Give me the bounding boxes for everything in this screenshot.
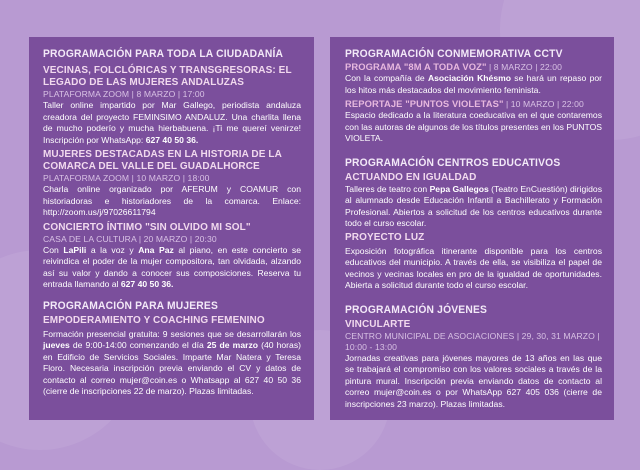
event-text-concierto: Con LaPili a la voz y Ana Paz al piano, en este concierto se reivindica el poder de la mujer compositora, tan olvidada, alzando así su valor y dando a conocer sus composiciones. Reserva tu entrada llamando al 627 40 50 36.: [43, 244, 302, 289]
event-text-puntos-violetas: Espacio dedicado a la literatura coeducativa en el que contaremos con las autoras de algunos de los títulos presentes en los PUNTOS VIOLETA.: [345, 110, 602, 143]
event-text-actuando: Talleres de teatro con Pepa Gallegos (Teatro EnCuestión) dirigidos al alumnado desde Educación Infantil a Bachillerato y Formación Profesional. Abiertos a solicitud de los centros educativos durante todo el curso escolar.: [345, 183, 603, 228]
event-meta-puntos-violetas: REPORTAJE "PUNTOS VIOLETAS" | 10 MARZO | 22:00: [345, 98, 584, 109]
event-meta-concierto: CASA DE LA CULTURA | 20 MARZO | 20:30: [43, 233, 217, 244]
event-title-proyecto-luz: PROYECTO LUZ: [345, 231, 425, 243]
event-title-actuando: ACTUANDO EN IGUALDAD: [345, 171, 477, 183]
event-meta-vincularte: CENTRO MUNICIPAL DE ASOCIACIONES | 29, 30, 31 MARZO | 10:00 - 13:00: [345, 330, 600, 352]
section-title-ciudadania: PROGRAMACIÓN PARA TODA LA CIUDADANÍA: [43, 48, 284, 60]
section-title-jovenes: PROGRAMACIÓN JÓVENES: [345, 303, 488, 316]
event-title-vincularte: VINCULARTE: [345, 318, 411, 330]
event-text-proyecto-luz: Exposición fotográfica itinerante disponible para los centros educativos del municipio. A través de ella, se visibiliza el papel de vecinos y vecinas locales en pro de la igualdad de oportunidades. Abierta a solicitud durante todo el curso escolar.: [345, 245, 602, 290]
left-panel: [29, 37, 314, 420]
event-meta-8m: PROGRAMA "8M A TODA VOZ" | 8 MARZO | 22:00: [345, 61, 563, 72]
event-text-mujeres-destacadas: Charla online organizado por AFERUM y COAMUR con historiadoras e historiadores de la comarca. Enlace: http://zoom.us/j/97026611794: [43, 184, 301, 217]
event-title-concierto: CONCIERTO ÍNTIMO "SIN OLVIDO MI SOL": [43, 221, 251, 233]
event-title-mujeres-destacadas: MUJERES DESTACADAS EN LA HISTORIA DE LA COMARCA DEL VALLE DEL GUADALHORCE: [43, 149, 282, 172]
right-panel: [330, 37, 614, 420]
event-title-vecinas: VECINAS, FOLCLÓRICAS Y TRANSGRESORAS: EL LEGADO DE LAS MUJERES ANDALUZAS: [43, 65, 292, 88]
event-text-vecinas: Taller online impartido por Mar Gallego, periodista andaluza creadora del proyecto FEMINSIMO ANDALUZ. Una charlita llena de mucho poderío y mucha hierbabuena. ¡Ti me quereí venirze! Inscripción por WhatsApp: 627 40 50 36.: [43, 100, 301, 145]
event-text-8m: Con la compañía de Asociación Khésmo se hará un repaso por los hitos más destacados del movimiento feminista.: [345, 73, 602, 95]
event-text-vincularte: Jornadas creativas para jóvenes mayores de 13 años en las que se trabajará el compromiso con los valores sociales a través de la pintura mural. Inscripción previa enviando datos de contacto al correo mujer@coin.es o por WhatsApp 627 405 036 (cierre de inscripciones 23 marzo). Plazas limitadas.: [345, 352, 602, 409]
section-title-mujeres: PROGRAMACIÓN PARA MUJERES: [43, 299, 219, 312]
event-text-empoderamiento: Formación presencial gratuita: 9 sesiones que se desarrollarán los jueves de 9:00-14:00 comenzando el día 25 de marzo (40 horas) en Edificio de Servicios Sociales. Imparte Mar Natera y Teresa Floro. Necesaria inscripción previa enviando el CV y datos de contacto al correo mujer@coin.es o Whatsapp al 627 40 50 36 (cierre de inscripciones 22 de marzo). Plazas limitadas.: [43, 328, 301, 396]
event-meta-vecinas: PLATAFORMA ZOOM | 8 MARZO | 17:00: [43, 89, 205, 99]
event-title-empoderamiento: EMPODERAMIENTO Y COACHING FEMENINO: [43, 314, 265, 326]
event-meta-mujeres-destacadas: PLATAFORMA ZOOM | 10 MARZO | 18:00: [43, 173, 210, 183]
section-title-cctv: PROGRAMACIÓN CONMEMORATIVA CCTV: [345, 48, 563, 60]
section-title-centros: PROGRAMACIÓN CENTROS EDUCATIVOS: [345, 156, 561, 169]
